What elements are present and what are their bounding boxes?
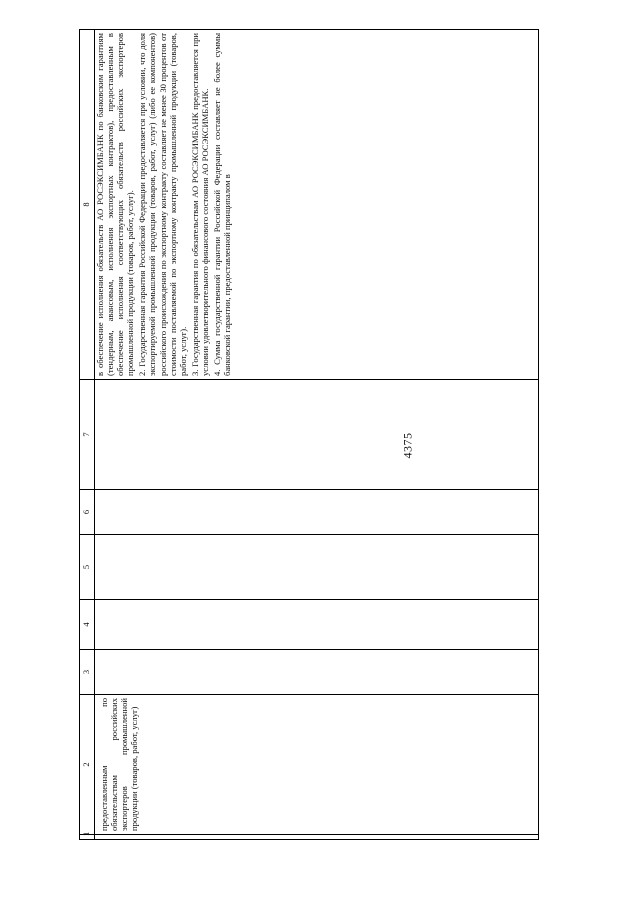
page-number: 4375: [400, 432, 415, 459]
col-header-8: 8: [80, 30, 95, 380]
table-row: [95, 30, 539, 840]
col-header-5: 5: [80, 535, 95, 600]
cell-col5: [95, 535, 539, 600]
col-header-1: 1: [80, 835, 95, 840]
cell-col1: [95, 835, 539, 840]
col-header-4: 4: [80, 600, 95, 650]
col8-paragraph: в обеспечение исполнения обязательств АО РОСЭКСИМБАНК по банковским гарантиям (тендерным, авансовым, исполнения экспортных контрактов), предоставленным в обеспечение исполнения соответствующих обязательств российских экспортеров промышленной продукции (товаров, работ, услуг).: [95, 33, 136, 376]
cell-col2: предоставленным по обязательствам российских экспортеров промышленной продукции (товаров, работ, услуг): [95, 695, 539, 835]
cell-col4: [95, 600, 539, 650]
cell-col3: [95, 650, 539, 695]
col8-paragraph: 2. Государственная гарантия Российской Федерации предоставляется при условии, что доля экспортируемой промышленной продукции (товаров, работ, услуг) (либо ее компонентов) российского происхождения по экспортному контракту составляет не менее 30 процентов от стоимости поставляемой по экспортному контракту промышленной продукции (товаров, работ, услуг).: [137, 33, 188, 376]
program-table: [79, 29, 539, 840]
col-header-2: 2: [80, 695, 95, 835]
col8-paragraph: 4. Сумма государственной гарантии Российской Федерации составляет не более суммы банковской гарантии, предоставленной принципалом в: [212, 33, 233, 376]
col8-paragraph: 3. Государственная гарантия по обязательствам АО РОСЭКСИМБАНК предоставляется при условии удовлетворительного финансового состояния АО РОСЭКСИМБАНК.: [189, 33, 210, 376]
col-header-3: 3: [80, 650, 95, 695]
col-header-6: 6: [80, 490, 95, 535]
cell-col8: [95, 30, 539, 380]
cell-col7: [95, 380, 539, 490]
cell-col6: [95, 490, 539, 535]
col-header-7: 7: [80, 380, 95, 490]
header-row: [80, 30, 95, 840]
